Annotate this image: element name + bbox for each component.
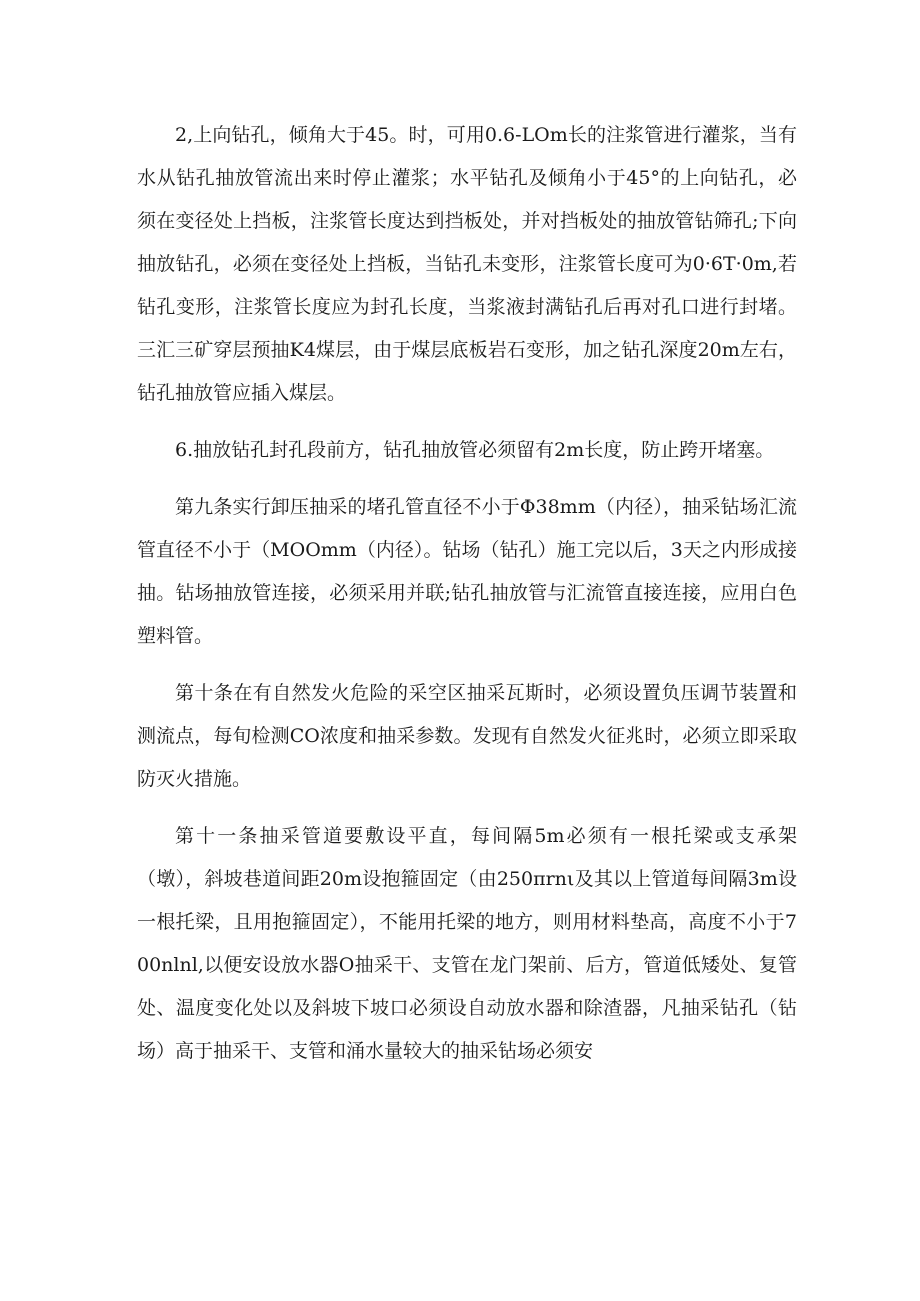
- paragraph-article-9: 第九条实行卸压抽采的堵孔管直径不小于Φ38mm（内径），抽采钻场汇流管直径不小于（MOOmm（内径）。钻场（钻孔）施工完以后，3天之内形成接抽。钻场抽放管连接，必须采用并联;钻孔抽放管与汇流管直接连接，应用白色塑料管。: [137, 496, 797, 647]
- document-body: [137, 114, 797, 1073]
- paragraph-seal-section: 6.抽放钻孔封孔段前方，钻孔抽放管必须留有2m长度，防止跨开堵塞。: [175, 439, 775, 461]
- paragraph-article-10: 第十条在有自然发火危险的采空区抽采瓦斯时，必须设置负压调节装置和测流点，每旬检测CO浓度和抽采参数。发现有自然发火征兆时，必须立即采取防灭火措施。: [137, 682, 797, 790]
- paragraph-upward-drilling: 2,上向钻孔，倾角大于45。时，可用0.6-LOm长的注浆管进行灌浆，当有水从钻孔抽放管流出来时停止灌浆；水平钻孔及倾角小于45°的上向钻孔，必须在变径处上挡板，注浆管长度达到挡板处，并对挡板处的抽放管钻筛孔;下向抽放钻孔，必须在变径处上挡板，当钻孔未变形，注浆管长度可为0·6T·0m,若钻孔变形，注浆管长度应为封孔长度，当浆液封满钻孔后再对孔口进行封堵。三汇三矿穿层预抽K4煤层，由于煤层底板岩石变形，加之钻孔深度20m左右，钻孔抽放管应插入煤层。: [137, 124, 797, 404]
- paragraph-article-11: 第十一条抽采管道要敷设平直，每间隔5m必须有一根托梁或支承架（墩），斜坡巷道间距20m设抱箍固定（由250πrnι及其以上管道每间隔3m设一根托梁，且用抱箍固定），不能用托梁的地方，则用材料垫高，高度不小于700nlnl,以便安设放水器O抽采干、支管在龙门架前、后方，管道低矮处、复管处、温度变化处以及斜坡下坡口必须设自动放水器和除渣器，凡抽采钻孔（钻场）高于抽采干、支管和涌水量较大的抽采钻场必须安: [137, 825, 797, 1062]
